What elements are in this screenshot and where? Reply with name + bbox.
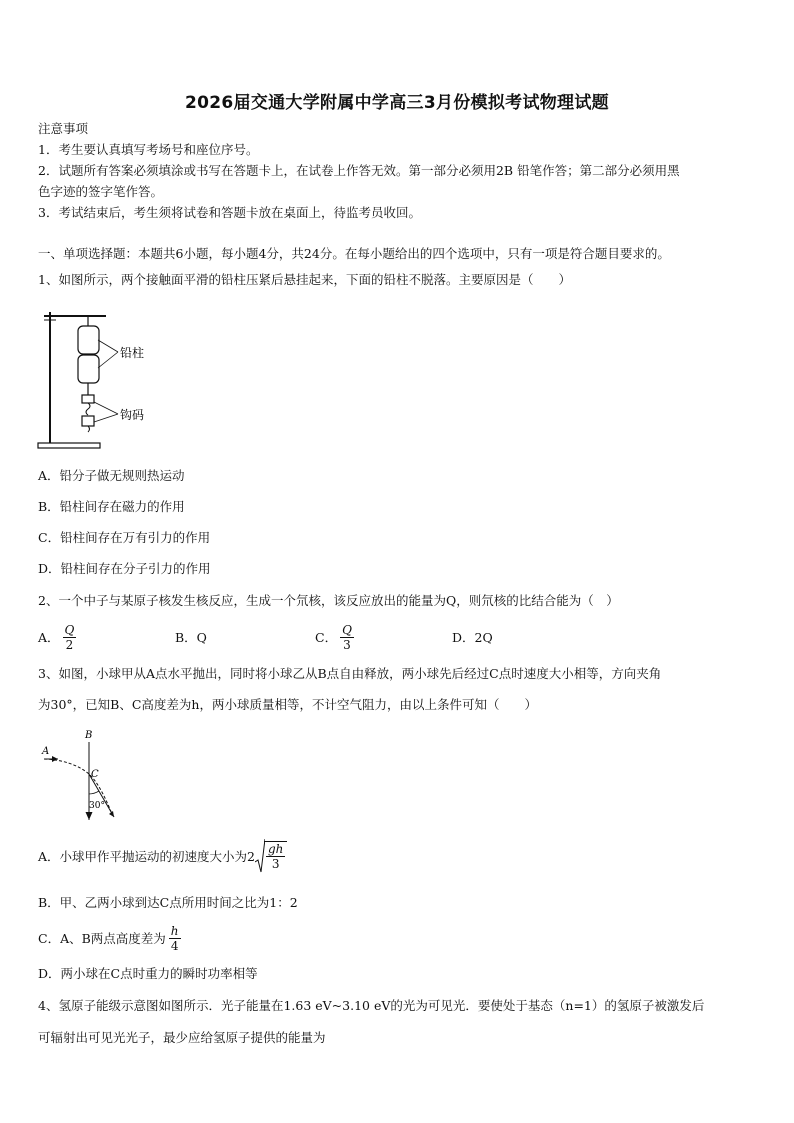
- q3-option-c: C．A、B两点高度差为 $\frac{h}{4}$: [38, 923, 179, 953]
- q2-option-d: D．2Q: [452, 630, 493, 645]
- q3-option-d: D．两小球在C点时重力的瞬时功率相等: [38, 966, 258, 981]
- label-lead: 铅柱: [120, 346, 145, 360]
- notice-heading: 注意事项: [38, 121, 89, 136]
- q3-option-a: A．小球甲作平抛运动的初速度大小为2 $\frac{gh}{3}$: [38, 836, 758, 876]
- label-angle: 30°: [89, 801, 105, 811]
- lead-cylinder-bottom: [78, 355, 99, 383]
- label-point-a: A: [42, 746, 50, 757]
- q3-figure: [36, 728, 126, 823]
- weight-top: [82, 395, 94, 403]
- section-heading: 一、单项选择题：本题共6小题，每小题4分，共24分。在每小题给出的四个选项中，只有一项是符合题目要求的。: [38, 246, 670, 261]
- q2-stem: 2、一个中子与某原子核发生核反应，生成一个氘核，该反应放出的能量为Q，则氘核的比结合能为（ ）: [38, 593, 619, 608]
- q1-figure: [36, 300, 166, 460]
- label-weight: 钩码: [120, 408, 145, 422]
- notice-item-3: 3．考试结束后，考生须将试卷和答题卡放在桌面上，待监考员收回。: [38, 205, 421, 220]
- label-point-c: C: [91, 769, 99, 780]
- q2-option-c: C． $\frac{Q}{3}$: [315, 622, 352, 652]
- q1-option-b: B．铅柱间存在磁力的作用: [38, 499, 185, 514]
- q2-options: [38, 619, 758, 655]
- page-title: 2026届交通大学附属中学高三3月份模拟考试物理试题: [185, 93, 609, 113]
- label-point-b: B: [85, 730, 93, 741]
- notice-item-1: 1．考生要认真填写考场号和座位序号。: [38, 142, 259, 157]
- weight-bottom: [82, 416, 94, 426]
- q1-option-d: D．铅柱间存在分子引力的作用: [38, 561, 211, 576]
- q1-stem: 1、如图所示，两个接触面平滑的铅柱压紧后悬挂起来，下面的铅柱不脱落。主要原因是（ ）: [38, 272, 571, 287]
- lead-cylinder-top: [78, 326, 99, 354]
- q3-option-b: B．甲、乙两小球到达C点所用时间之比为1：2: [38, 895, 298, 910]
- q2-option-b: B．Q: [175, 630, 207, 645]
- q3-stem-line2: 为30°，已知B、C高度差为h，两小球质量相等，不计空气阻力，由以上条件可知（ ）: [38, 697, 537, 712]
- q4-line1: 4、氢原子能级示意图如图所示．光子能量在1.63 eV~3.10 eV的光为可见光．要使处于基态（n=1）的氢原子被激发后: [38, 998, 705, 1013]
- q4-line2: 可辐射出可见光光子，最少应给氢原子提供的能量为: [38, 1030, 326, 1045]
- notice-item-2: 2．试题所有答案必须填涂或书写在答题卡上，在试卷上作答无效。第一部分必须用2B 铅笔作答；第二部分必须用黑: [38, 163, 680, 178]
- q2-option-a: A． $\frac{Q}{2}$: [38, 622, 75, 652]
- notice-item-2-cont: 色字迹的签字笔作答。: [38, 184, 164, 199]
- sqrt-symbol: $\frac{gh}{3}$: [255, 838, 287, 874]
- q1-option-c: C．铅柱间存在万有引力的作用: [38, 530, 211, 545]
- stand-base: [38, 443, 100, 448]
- q1-option-a: A．铅分子做无规则热运动: [38, 468, 185, 483]
- q3-stem-line1: 3、如图，小球甲从A点水平抛出，同时将小球乙从B点自由释放，两小球先后经过C点时速度大小相等，方向夹角: [38, 666, 662, 681]
